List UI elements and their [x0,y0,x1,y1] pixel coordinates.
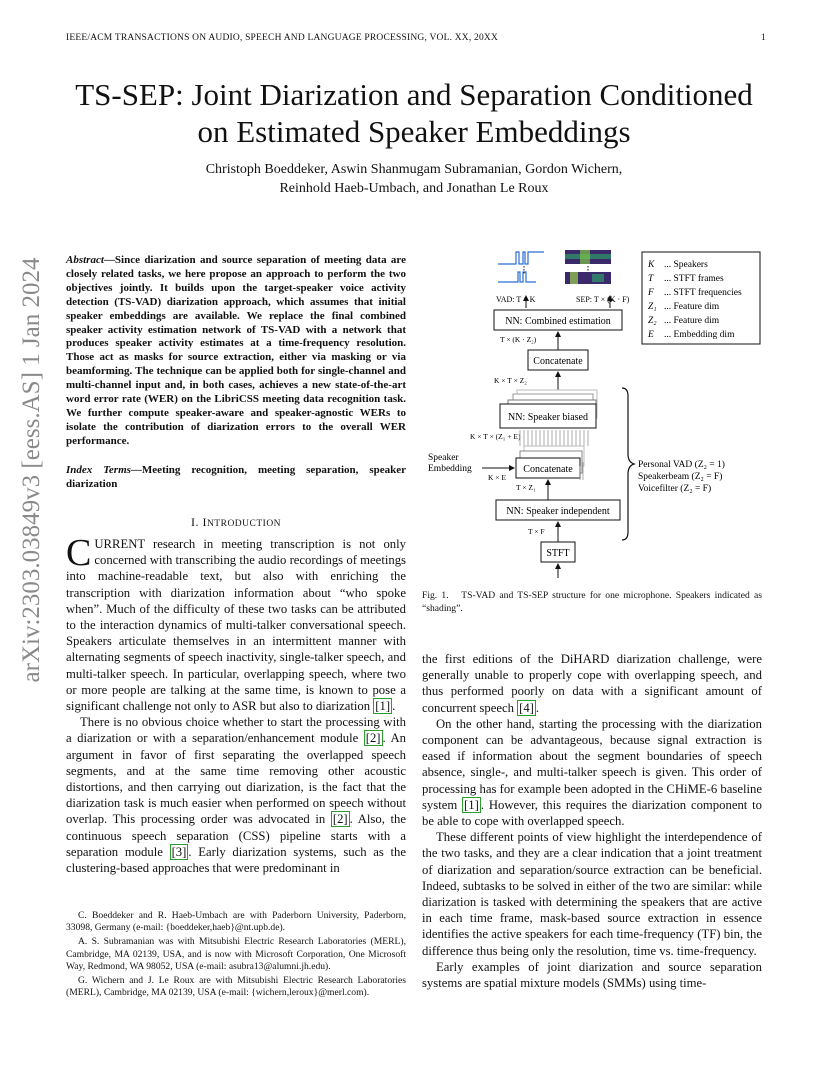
intro-p1-text: URRENT research in meeting transcription is not only concerned with transcribing the audio recordings of meetings into machine-readable text, but also with enriching the transcription with diarization information about “who spoke when”. Much of the difficulty of these two tasks can be attributed to the interaction dynamics of multi-talker conversational speech. Speakers articulate themselves in an intermittent manner with alternating segments of speech inactivity, single-talker speech, and multi-talker speech. In particular, overlapping speech, where two or more people are talking at the same time, is known to pose a significant challenge not only to ASR but also to diarization [66,537,406,714]
running-header [66,33,766,43]
right-p1-end: . [535,700,540,715]
dim-k-e: K × E [488,473,506,482]
footnote: A. S. Subramanian was with Mitsubishi Electric Research Laboratories (MERL), Cambridge, MA 02139, USA, and is now with Microsoft Corporation, One Microsoft Way, Redmond, WA 98052, USA (e-mail: asubra13@alumni.jh.edu). [66,936,406,972]
variant-speakerbeam: Speakerbeam (Z₂ = F) [638,472,723,482]
legend-symbol: E [648,330,654,340]
dim-k-t-z2: K × T × Z₂ [494,376,527,385]
intro-paragraph-1 [66,532,406,714]
combined-estimation-label: NN: Combined estimation [505,316,611,327]
legend-symbol: Z₁ [648,302,657,312]
concatenate-top-label: Concatenate [533,356,583,367]
right-paragraph-4: Early examples of joint diarization and source separation systems are spatial mixture models (SMMs) using time- [422,959,762,991]
index-terms-text: —Meeting recognition, meeting separation, speaker diarization [66,464,406,490]
dim-t-f: T × F [528,527,545,536]
spectrogram-icon [565,250,611,284]
footnotes [66,910,406,1001]
legend-desc: ... STFT frames [664,274,724,284]
intro-p2-c: . Also, the continuous speech separation (CSS) pipeline starts with a separation module [66,812,406,859]
citation-link[interactable]: [3] [171,844,187,859]
citation-link[interactable]: [4] [519,700,534,715]
right-paragraph-2 [422,716,762,829]
right-column-text [422,651,762,991]
citation-link[interactable]: [1] [375,699,391,714]
figure-1-diagram [420,246,766,582]
abstract-text: —Since diarization and source separation of meeting data are closely related tasks, we here propose an approach to perform the two objectives jointly. It builds upon the target-speaker voice activity detection (TS-VAD) diarization approach, which assumes that initial speaker embeddings are available. We replace the final combined speaker activity estimation network of TS-VAD with a network that produces speaker activity estimates at a time-frequency resolution. Those act as masks for source extraction, either via masking or via beamforming. The technique can be applied both for single-channel and multi-channel input and, in both cases, achieves a new state-of-the-art word error rate (WER) on the LibriCSS meeting data recognition task. We further compute speaker-aware and speaker-agnostic WERs to isolate the contribution of diarization errors to the overall WER performance. [66,254,406,447]
parallel-connections [520,430,588,446]
section-heading: I. INTRODUCTION [190,515,282,529]
right-p2-a: On the other hand, starting the processing with the diarization component can be advantageous, because signal extraction is eased if information about the segment boundaries of speech absence, single-, and multi-talker speech is given. This order of processing has for example been adopted in the CHiME-6 baseline system [422,716,762,812]
intro-paragraph-2 [66,714,406,876]
journal-name: IEEE/ACM TRANSACTIONS ON AUDIO, SPEECH AND LANGUAGE PROCESSING, VOL. XX, 20XX [66,33,499,43]
citation-link[interactable]: [2] [365,731,381,746]
dim-k-t-z1e: K × T × (Z₁ + E) [470,432,521,441]
arxiv-id: arXiv:2303.03849v3 [eess.AS] 1 Jan 2024 [18,257,45,683]
legend-desc: ... Embedding dim [664,330,735,340]
page-number: 1 [761,33,766,43]
legend-desc: ... Feature dim [664,316,720,326]
speaker-independent-label: NN: Speaker independent [506,506,610,517]
variant-personal-vad: Personal VAD (Z₂ = 1) [638,460,725,470]
concatenate-bottom-label: Concatenate [523,464,573,475]
legend-desc: ... STFT frequencies [664,288,742,298]
drop-cap: C [66,532,92,574]
right-paragraph-1 [422,651,762,716]
footnote: C. Boeddeker and R. Haeb-Umbach are with Paderborn University, Paderborn, 33098, Germany (e-mail: {boeddeker,haeb}@nt.upb.de). [66,910,406,934]
intro-p2-b: . An argument in favor of first separating the overlapped speech segments, and at the same time removing other acoustic distortions, and then carrying out diarization, is the fact that the diarization task is much easier when performed on speech without overlap. This processing order was advocated in [66,731,406,827]
intro-p2-d: . Early diarization systems, such as the clustering-based approaches that were predominant in [66,844,407,876]
authors-line-1: Christoph Boeddeker, Aswin Shanmugam Subramanian, Gordon Wichern, [205,162,623,177]
index-terms-label: Index Terms [66,464,131,476]
legend-symbol: T [648,274,654,284]
citation-link[interactable]: [1] [464,797,479,812]
abstract-label: Abstract [66,254,104,266]
vad-signal-icon [498,252,544,282]
speaker-embedding-label-1: Speaker [428,453,459,463]
intro-p1-end: . [392,699,396,714]
arxiv-stamp [14,257,50,683]
speaker-embedding-label-2: Embedding [428,464,472,474]
figure-caption-text: TS-VAD and TS-SEP structure for one microphone. Speakers indicated as “shading”. [422,590,762,614]
legend-symbol: F [648,288,654,298]
legend-symbol: Z₂ [648,316,657,326]
legend-desc: ... Feature dim [664,302,720,312]
intro-p2-a: There is no obvious choice whether to start the processing with a diarization or with a separation/enhancement module [66,715,406,746]
index-terms [66,464,406,492]
right-paragraph-3: These different points of view highlight the interdependence of the two tasks, and they are a clear indication that a joint treatment of diarization and separation/source extraction can be beneficial. Indeed, subtasks to be solved in either of the two are similar: while diarization is tasked with determining the speakers that are active in each time frame, mask-based source extraction in essence identifies the active speakers for each time-frequency (TF) bin, the difference thus being only the resolution, time vs. time-frequency. [422,830,763,958]
dim-t-z1: T × Z₁ [516,483,536,492]
section-title-cap: I [202,515,207,529]
authors-line-2: Reinhold Haeb-Umbach, and Jonathan Le Roux [279,181,549,196]
speaker-biased-label: NN: Speaker biased [508,412,588,423]
legend-symbol: K [648,260,655,270]
legend-desc: ... Speakers [664,260,708,270]
dim-t-kz2: T × (K · Z₂) [500,335,537,344]
section-title-rest: NTRODUCTION [206,519,282,529]
variant-voicefilter: Voicefilter (Z₂ = F) [638,484,712,494]
right-p1-text: the first editions of the DiHARD diarization challenge, were generally unable to properly cope with overlapping speech, and thus performed poorly on data with a significant amount of concurrent speech [422,652,762,715]
section-number: I [190,515,196,529]
curly-brace-icon [622,388,634,540]
right-p2-b: . However, this requires the diarization component to be able to cope with overlapped speech. [422,797,762,829]
citation-link[interactable]: [2] [332,812,348,827]
footnote: G. Wichern and J. Le Roux are with Mitsubishi Electric Research Laboratories (MERL), Cambridge, MA 02139, USA (e-mail: {wichern,leroux}@merl.com). [66,975,406,999]
introduction-text [66,532,407,876]
paper-title: TS-SEP: Joint Diarization and Separation Conditioned on Estimated Speaker Embeddings [75,77,753,149]
stft-label: STFT [546,548,570,559]
figure-caption-label: Fig. 1. [422,590,449,601]
figure-caption [422,590,762,615]
abstract [66,254,406,449]
vad-output-label: VAD: T × K [496,295,536,304]
author-list [100,160,728,198]
sep-output-label: SEP: T × (K · F) [576,295,630,304]
